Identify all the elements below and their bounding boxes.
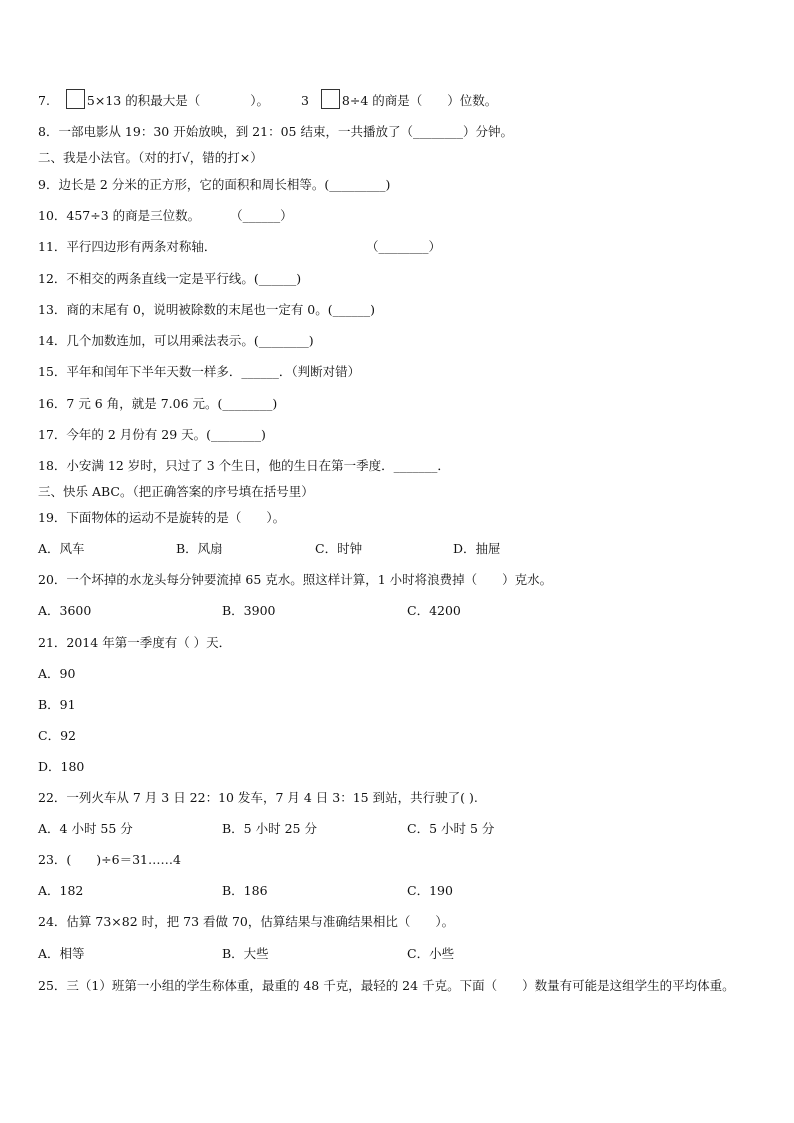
option-c[interactable]: C．92 [38,728,76,743]
question-7-mid: 3 [300,93,309,108]
question-16: 16．7 元 6 角，就是 7.06 元。(________) [38,396,278,411]
section-3-heading: 三、快乐 ABC。（把正确答案的序号填在括号里） [38,484,314,499]
option-b[interactable]: B．3900 [222,603,276,618]
option-a[interactable]: A．4 小时 55 分 [38,821,133,836]
option-b[interactable]: B．大些 [222,946,269,961]
option-c[interactable]: C．190 [407,883,453,898]
question-18: 18．小安满 12 岁时，只过了 3 个生日，他的生日在第一季度．_______． [38,458,450,473]
question-19-stem: 19．下面物体的运动不是旋转的是（ ）。 [38,510,286,525]
option-c[interactable]: C．5 小时 5 分 [407,821,495,836]
question-25: 25．三（1）班第一小组的学生称体重，最重的 48 千克，最轻的 24 千克。下面（ ）数量有可能是这组学生的平均体重。 [38,978,735,993]
option-a[interactable]: A．90 [38,666,76,681]
option-d[interactable]: D．抽屉 [453,541,501,556]
question-7 [38,89,497,109]
question-15: 15．平年和闰年下半年天数一样多．______．（判断对错） [38,364,361,379]
option-b[interactable]: B．91 [38,697,76,712]
question-8: 8．一部电影从 19：30 开始放映，到 21：05 结束，一共播放了（________）分钟。 [38,124,513,139]
question-7-number: 7. [38,93,50,108]
question-24-stem: 24．估算 73×82 时，把 73 看做 70，估算结果与准确结果相比（ ）。 [38,914,455,929]
question-10-text: 10．457÷3 的商是三位数。 [38,208,201,223]
option-a[interactable]: A．3600 [38,603,92,618]
option-c[interactable]: C．小些 [407,946,455,961]
option-a[interactable]: A．风车 [38,541,85,556]
question-21-stem: 21．2014 年第一季度有（ ）天． [38,635,232,650]
option-a[interactable]: A．182 [38,883,84,898]
question-13: 13．商的末尾有 0，说明被除数的末尾也一定有 0。(______) [38,302,376,317]
question-22-stem: 22．一列火车从 7 月 3 日 22：10 发车，7 月 4 日 3：15 到站，共行驶了( ). [38,790,478,805]
question-11-text: 11．平行四边形有两条对称轴． [38,239,217,254]
option-d[interactable]: D．180 [38,759,85,774]
question-10 [38,208,293,224]
answer-box[interactable] [321,89,340,109]
question-11 [38,239,442,255]
option-b[interactable]: B．186 [222,883,268,898]
question-12: 12．不相交的两条直线一定是平行线。(______) [38,271,302,286]
question-20-stem: 20．一个坏掉的水龙头每分钟要流掉 65 克水。照这样计算，1 小时将浪费掉（ ）克水。 [38,572,553,587]
answer-box[interactable] [66,89,85,109]
section-2-heading: 二、我是小法官。（对的打√，错的打×） [38,150,263,165]
question-23-stem: 23．( )÷6＝31……4 [38,852,181,867]
option-b[interactable]: B．风扇 [176,541,223,556]
question-11-blank[interactable]: （________） [366,239,442,254]
question-7-part2: 8÷4 的商是（ ）位数。 [341,93,498,108]
question-9: 9．边长是 2 分米的正方形，它的面积和周长相等。(_________) [38,177,391,192]
question-10-blank[interactable]: （______） [230,208,293,223]
option-b[interactable]: B．5 小时 25 分 [222,821,317,836]
question-17: 17．今年的 2 月份有 29 天。(________) [38,427,266,442]
option-a[interactable]: A．相等 [38,946,85,961]
question-7-part1: 5×13 的积最大是（ ）。 [86,93,269,108]
option-c[interactable]: C．时钟 [315,541,363,556]
question-14: 14．几个加数连加，可以用乘法表示。(________) [38,333,314,348]
option-c[interactable]: C．4200 [407,603,461,618]
